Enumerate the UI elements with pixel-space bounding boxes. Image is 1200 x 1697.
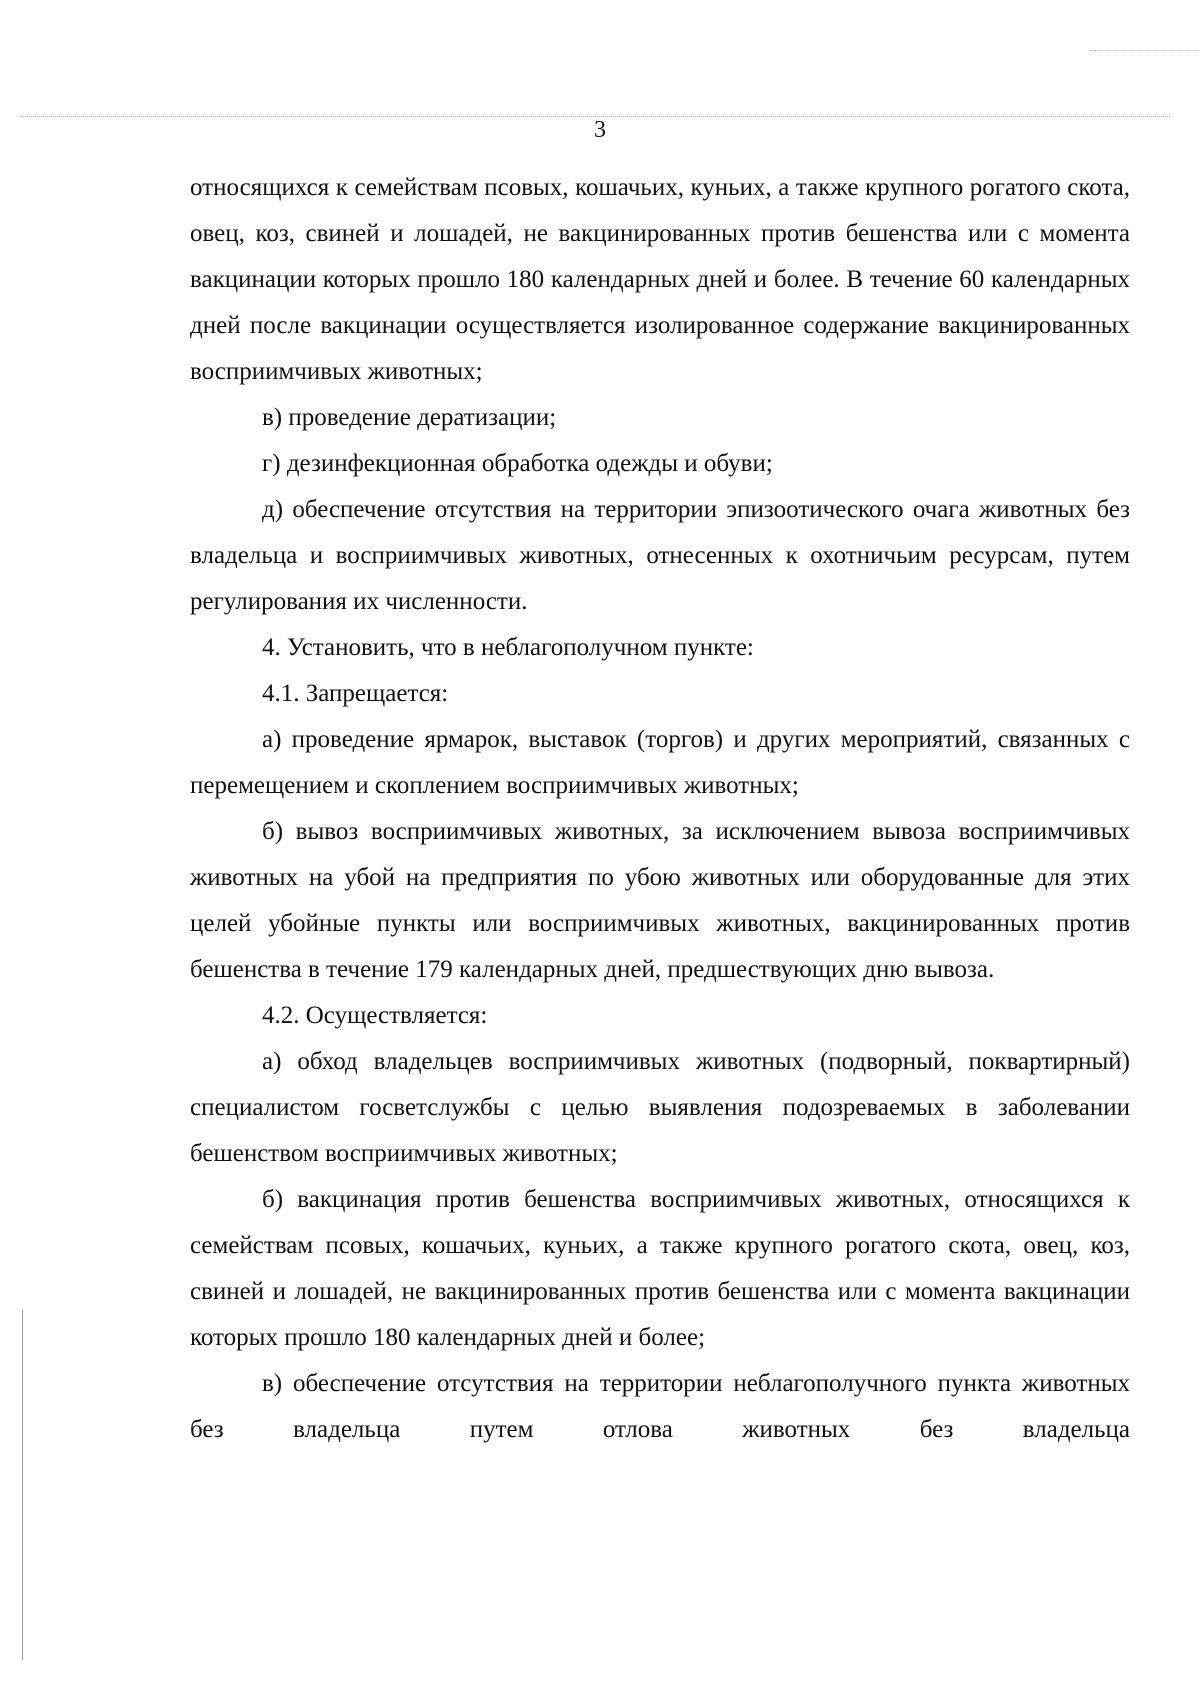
scan-margin-line: [22, 1310, 23, 1660]
paragraph-section-4: 4. Установить, что в неблагополучном пункте:: [262, 634, 754, 661]
paragraph-section-4-1: 4.1. Запрещается:: [262, 680, 449, 707]
paragraph-item-b-export: б) вывоз восприимчивых животных, за исключением вывоза восприимчивых животных на убой на предприятия по убою животных или оборудованные для этих целей убойные пункты или восприимчивых животных, вакцинированных против бешенства в течение 179 календарных дней, предшествующих дню вывоза.: [190, 818, 1130, 983]
paragraph-item-v-capture: в) обеспечение отсутствия на территории неблагополучного пункта животных без владельца путем отлова животных без владельца: [190, 1370, 1130, 1443]
page-number: 3: [594, 117, 606, 143]
paragraph-section-4-2: 4.2. Осуществляется:: [262, 1002, 488, 1029]
paragraph-continuation: относящихся к семействам псовых, кошачьих, куньих, а также крупного рогатого скота, овец, коз, свиней и лошадей, не вакцинированных против бешенства или с момента вакцинации которых прошло 180 календарных дней и более. В течение 60 календарных дней после вакцинации осуществляется изолированное содержание вакцинированных восприимчивых животных;: [190, 174, 1130, 385]
paragraph-item-g-disinfection: г) дезинфекционная обработка одежды и обуви;: [262, 450, 773, 477]
document-body: [190, 165, 1130, 1453]
paragraph-item-v-deratization: в) проведение дератизации;: [262, 404, 557, 431]
paragraph-item-a-inspection: а) обход владельцев восприимчивых животных (подворный, поквартирный) специалистом госветслужбы с целью выявления подозреваемых в заболевании бешенством восприимчивых животных;: [190, 1048, 1130, 1167]
paragraph-item-d-stray-animals: д) обеспечение отсутствия на территории эпизоотического очага животных без владельца и восприимчивых животных, отнесенных к охотничьим ресурсам, путем регулирования их численности.: [190, 496, 1130, 615]
paragraph-item-a-fairs: а) проведение ярмарок, выставок (торгов) и других мероприятий, связанных с перемещением и скоплением восприимчивых животных;: [190, 726, 1130, 799]
paragraph-item-b-vaccination: б) вакцинация против бешенства восприимчивых животных, относящихся к семействам псовых, кошачьих, куньих, а также крупного рогатого скота, овец, коз, свиней и лошадей, не вакцинированных против бешенства или с момента вакцинации которых прошло 180 календарных дней и более;: [190, 1186, 1130, 1351]
scan-artifact-corner: [1090, 50, 1200, 51]
